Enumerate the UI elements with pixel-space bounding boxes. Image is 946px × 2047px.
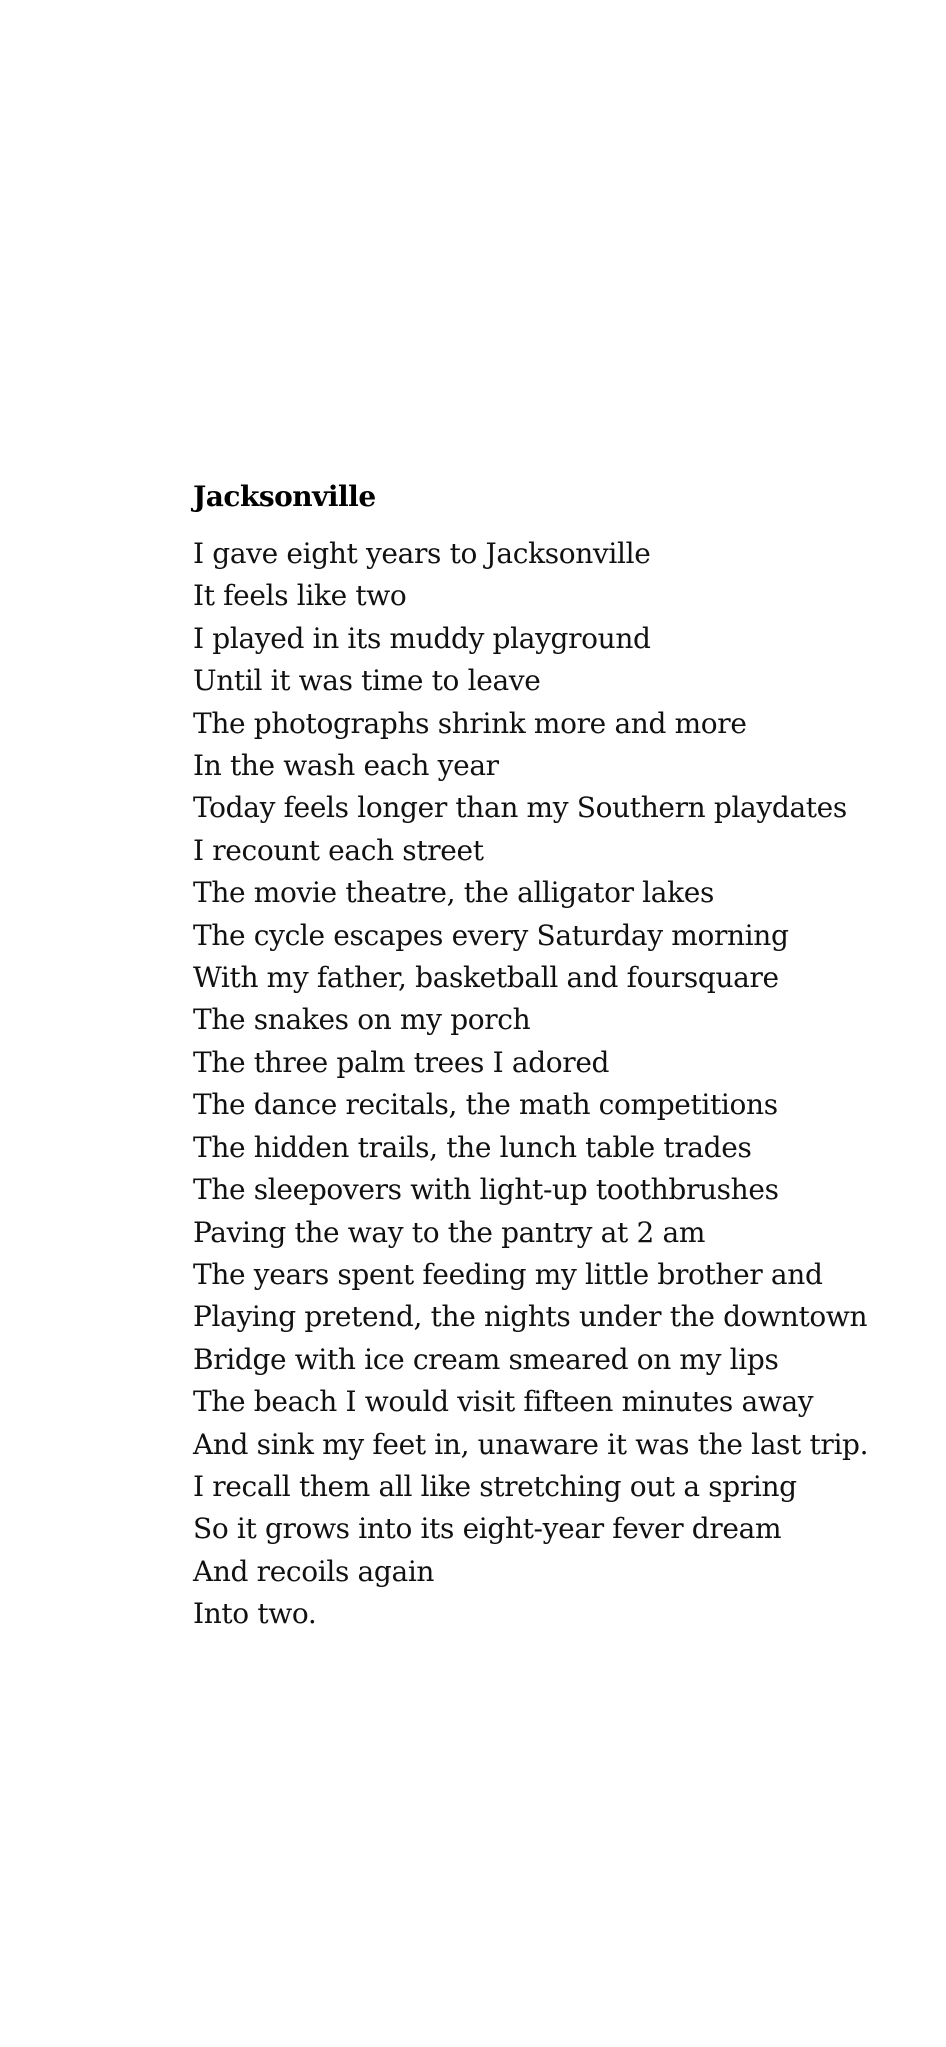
poem-line: I recall them all like stretching out a spring [193, 1469, 797, 1503]
poem-container [193, 476, 913, 1636]
poem-line: Today feels longer than my Southern playdates [193, 791, 847, 825]
poem-line: The years spent feeding my little brother and [193, 1257, 823, 1291]
poem-line: I played in its muddy playground [193, 621, 651, 655]
poem-line: I gave eight years to Jacksonville [193, 537, 651, 570]
poem-line: So it grows into its eight-year fever dream [193, 1512, 782, 1546]
poem-line: Playing pretend, the nights under the downtown [193, 1300, 868, 1334]
poem-line: The three palm trees I adored [193, 1045, 610, 1079]
poem-line: The photographs shrink more and more [193, 706, 747, 740]
poem-line: And recoils again [193, 1554, 435, 1588]
poem-line: I recount each street [193, 833, 484, 867]
poem-line: It feels like two [193, 579, 407, 613]
poem-line: With my father, basketball and foursquare [193, 961, 779, 995]
poem-line: The sleepovers with light-up toothbrushes [193, 1173, 779, 1207]
poem-line: In the wash each year [193, 749, 499, 783]
poem-line: Paving the way to the pantry at 2 am [193, 1215, 706, 1249]
poem-title: Jacksonville [193, 480, 376, 513]
poem-line: The movie theatre, the alligator lakes [193, 876, 714, 910]
poem-line: The hidden trails, the lunch table trades [193, 1130, 752, 1164]
poem-line: And sink my feet in, unaware it was the last trip. [193, 1427, 869, 1461]
poem-line: Until it was time to leave [193, 664, 541, 698]
poem-line: The dance recitals, the math competitions [193, 1088, 778, 1122]
poem-line: The beach I would visit fifteen minutes away [193, 1385, 814, 1419]
poem-body [193, 533, 913, 1636]
poem-line: The cycle escapes every Saturday morning [193, 918, 789, 952]
poem-line: Into two. [193, 1597, 317, 1631]
poem-line: Bridge with ice cream smeared on my lips [193, 1342, 779, 1376]
poem-line: The snakes on my porch [193, 1003, 531, 1037]
